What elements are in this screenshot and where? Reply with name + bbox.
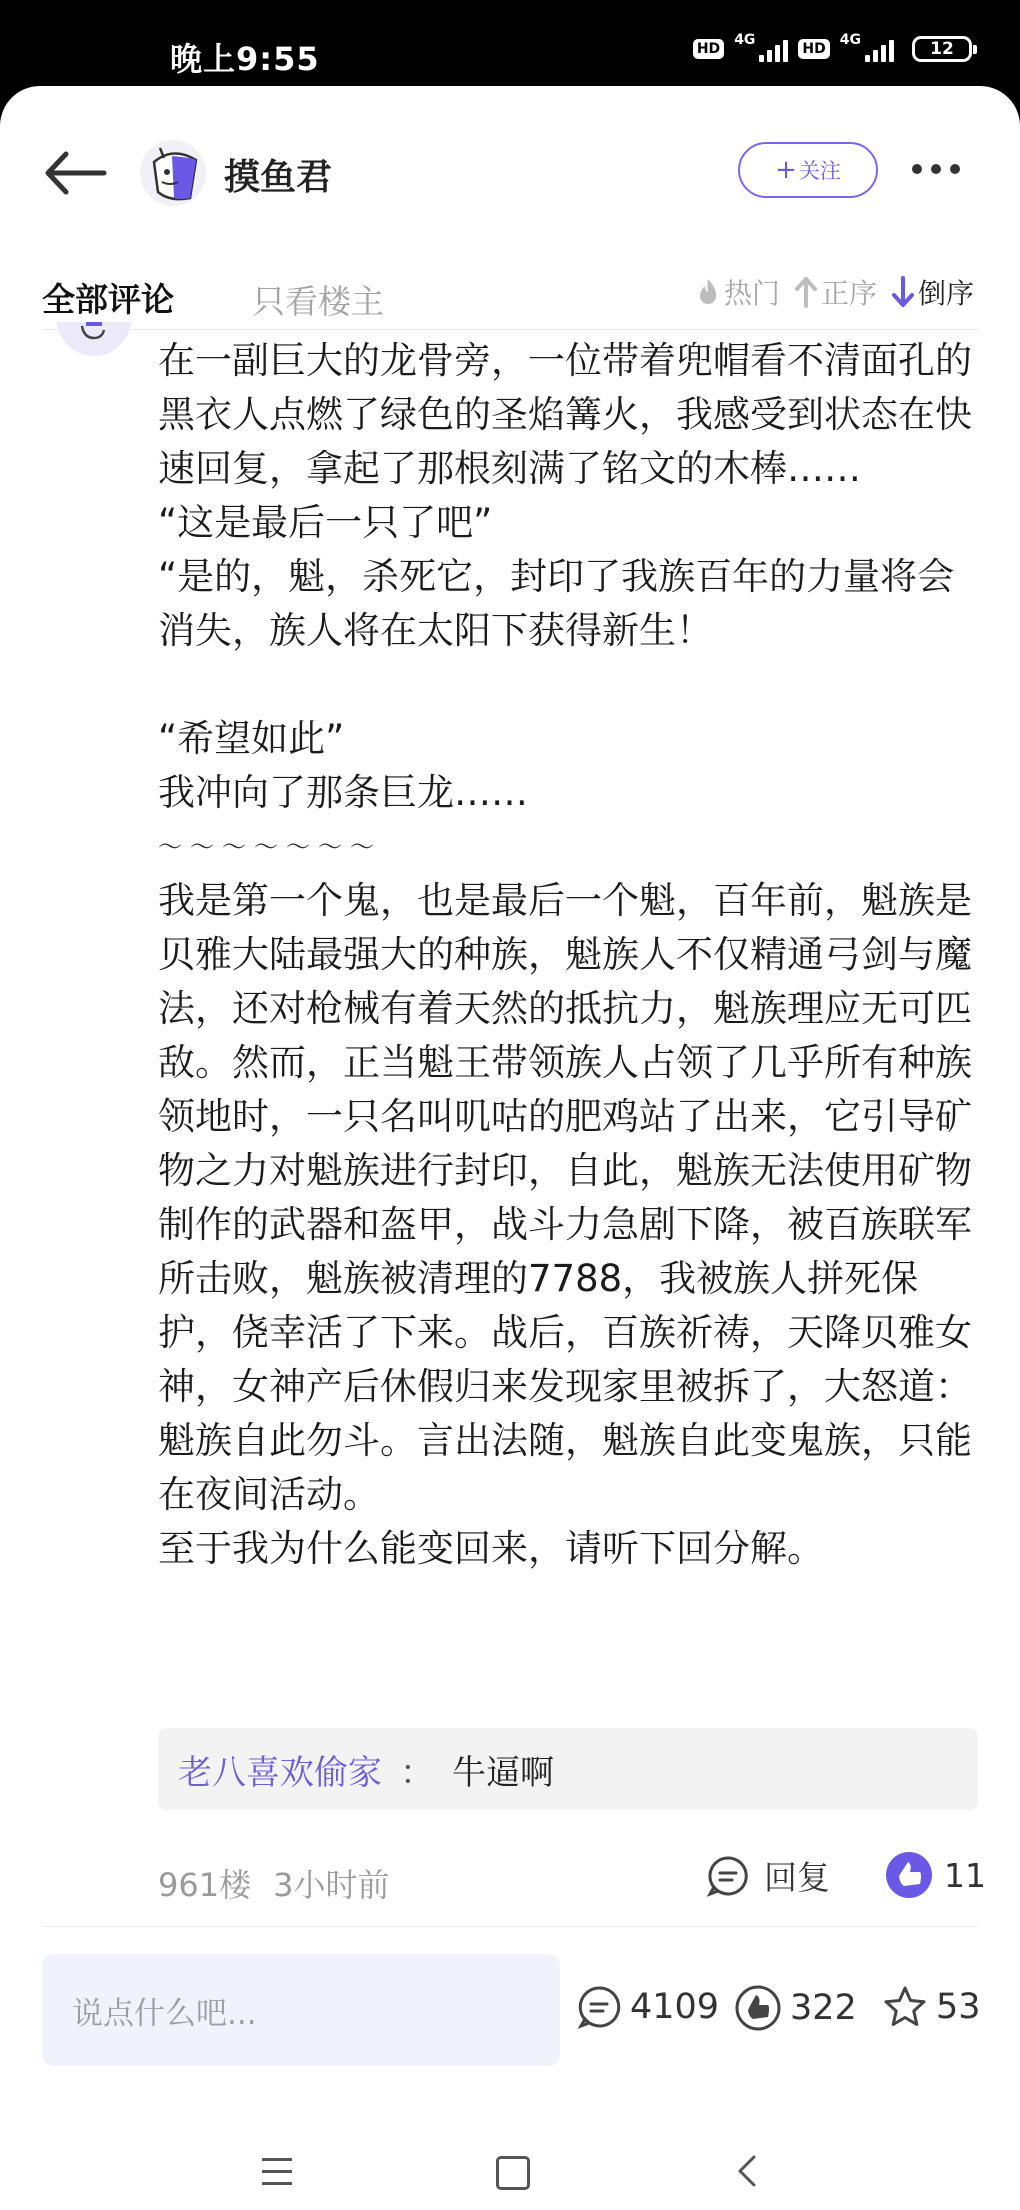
more-button[interactable] [912, 164, 960, 174]
menu-icon[interactable] [262, 2158, 292, 2194]
like-icon [884, 1850, 934, 1900]
comment-paragraph: “是的，魁，杀死它，封印了我族百年的力量将会消失，族人将在太阳下获得新生！ [158, 555, 955, 652]
divider [42, 329, 978, 330]
comment-paragraph: ～～～～～～～ [158, 833, 382, 861]
sub-reply-user[interactable]: 老八喜欢偷家 [178, 1752, 382, 1793]
likes-count: 322 [790, 1988, 857, 2028]
system-nav-bar [0, 2136, 1020, 2210]
comment-time: 3小时前 [273, 1866, 390, 1904]
hd-badge: HD [693, 39, 724, 59]
network-type-2: 4G [839, 32, 861, 48]
sort-desc-label: 倒序 [917, 277, 974, 310]
sort-descending[interactable] [891, 272, 974, 312]
comment-paragraph: “这是最后一只了吧” [158, 501, 493, 544]
sort-options [695, 272, 974, 312]
reply-icon [706, 1854, 750, 1898]
comment-sheet [0, 86, 1020, 2210]
nav-back-icon[interactable] [736, 2154, 758, 2192]
comment-paragraph: 我冲向了那条巨龙…… [158, 771, 528, 814]
network-type: 4G [734, 32, 756, 48]
comment-paragraph: 在一副巨大的龙骨旁，一位带着兜帽看不清面孔的黑衣人点燃了绿色的圣焰篝火，我感受到状态在快速回复，拿起了那根刻满了铭文的木棒…… [158, 339, 972, 490]
sub-reply-separator: ： [400, 1752, 434, 1793]
floor-number: 961楼 [158, 1866, 252, 1904]
comment-paragraph: 我是第一个鬼，也是最后一个魁，百年前，魁族是贝雅大陆最强大的种族，魁族人不仅精通弓剑与魔法，还对枪械有着天然的抵抗力，魁族理应无可匹敌。然而，正当魁王带领族人占领了几乎所有种族领地时，一只名叫叽咕的肥鸡站了出来，它引导矿物之力对魁族进行封印，自此，魁族无法使用矿物制作的武器和盔甲，战斗力急剧下降，被百族联军所击败，魁族被清理的7788，我被族人拼死保护，侥幸活了下来。战后，百族祈祷，天降贝雅女神，女神产后休假归来发现家里被拆了，大怒道：魁族自此勿斗。言出法随，魁族自此变鬼族，只能在夜间活动。 [158, 879, 972, 1516]
tab-op-only[interactable]: 只看楼主 [252, 282, 384, 321]
signal-icon-2 [865, 36, 894, 62]
sort-hot[interactable] [695, 272, 780, 312]
author-name[interactable]: 摸鱼君 [224, 157, 333, 198]
comments-count-button[interactable] [576, 1984, 719, 2030]
sort-asc-label: 正序 [820, 277, 877, 310]
status-indicators [693, 32, 972, 62]
arrow-up-icon [794, 276, 818, 308]
favorites-count: 53 [936, 1987, 981, 2027]
sort-hot-label: 热门 [723, 277, 780, 310]
author-avatar[interactable] [140, 140, 206, 206]
favorites-button[interactable] [882, 1984, 981, 2030]
comment-icon [576, 1984, 622, 2030]
comment-paragraph: 至于我为什么能变回来，请听下回分解。 [158, 1527, 824, 1570]
comment-input[interactable]: 说点什么吧... [42, 1954, 560, 2066]
comment-paragraph: “希望如此” [158, 717, 345, 760]
sub-reply[interactable] [158, 1728, 978, 1810]
status-time: 晚上9:55 [170, 40, 320, 78]
commenter-avatar-icon [54, 322, 134, 358]
comment-meta [158, 1860, 389, 1906]
tab-all-comments[interactable]: 全部评论 [42, 280, 174, 319]
divider [42, 1926, 978, 1927]
follow-label: 关注 [798, 159, 841, 183]
fish-avatar-icon [140, 140, 206, 206]
follow-button[interactable] [738, 142, 878, 198]
star-icon [882, 1984, 928, 2030]
thumb-up-icon [734, 1984, 782, 2032]
sub-reply-text: 牛逼啊 [452, 1752, 554, 1793]
comments-count: 4109 [630, 1987, 720, 2027]
reply-label: 回复 [764, 1858, 830, 1897]
comment-blank-line [158, 658, 988, 712]
like-button[interactable] [884, 1850, 986, 1900]
like-count: 11 [944, 1855, 986, 1895]
commenter-avatar[interactable] [54, 322, 134, 358]
sort-ascending[interactable] [794, 272, 877, 312]
signal-icon [759, 36, 788, 62]
battery-icon: 12 [912, 36, 972, 62]
likes-count-button[interactable] [734, 1984, 857, 2032]
arrow-left-icon [44, 148, 108, 198]
plus-icon: + [775, 155, 797, 185]
status-bar [0, 0, 1020, 88]
home-icon[interactable] [496, 2156, 530, 2190]
comment-content [158, 334, 988, 1576]
flame-icon [695, 277, 721, 307]
hd-badge-2: HD [798, 39, 829, 59]
dot [931, 164, 941, 174]
back-button[interactable] [44, 148, 108, 198]
dot [912, 164, 922, 174]
reply-button[interactable] [706, 1852, 830, 1899]
dot [950, 164, 960, 174]
arrow-down-icon [891, 276, 915, 308]
